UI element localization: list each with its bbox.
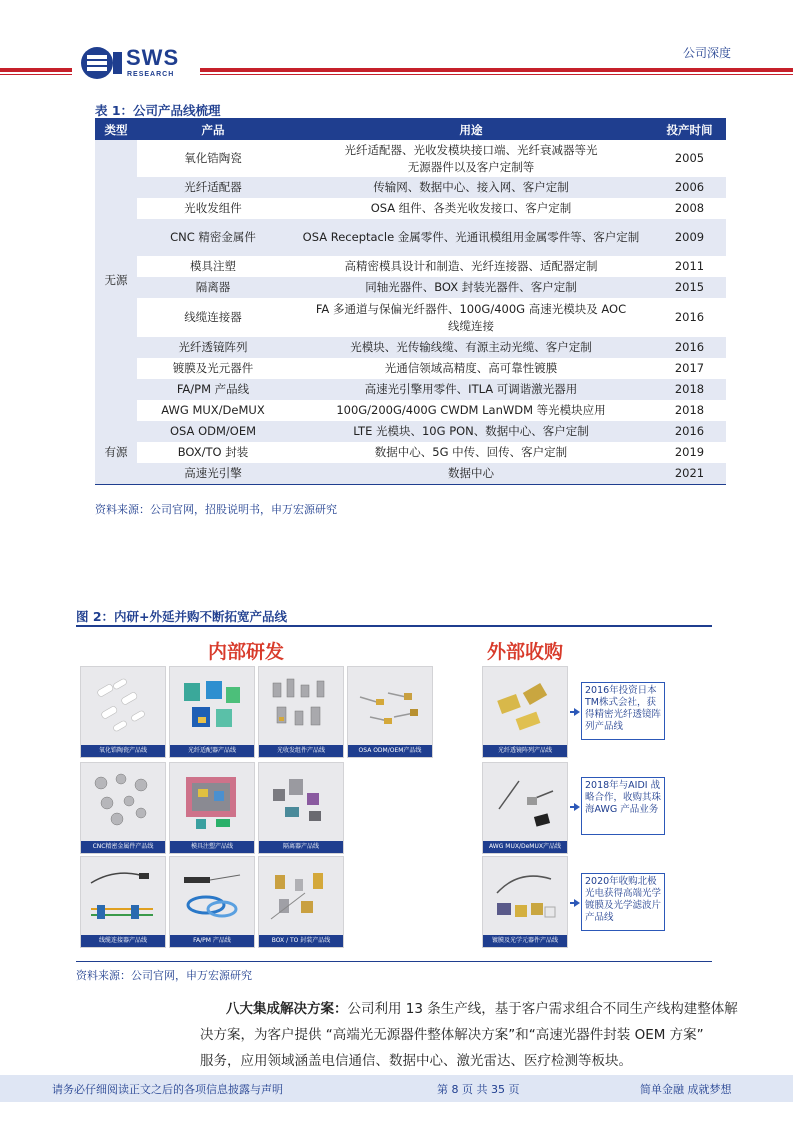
use-cell: OSA Receptacle 金属零件、光通讯模组用金属零件等、客户定制	[289, 219, 653, 256]
product-cell: 高速光引擎	[137, 463, 289, 484]
col-header-product: 产品	[137, 120, 289, 140]
acquisition-note-2018: 2018年与AIDI 战略合作，收购其珠海AWG 产品业务	[581, 777, 665, 835]
tile-caption: 线缆连接器产品线	[81, 935, 165, 947]
use-cell: 高精密模具设计和制造、光纤连接器、适配器定制	[344, 259, 598, 273]
product-tile-cable-connector	[80, 856, 166, 948]
use-cell: 传输网、数据中心、接入网、客户定制	[289, 177, 653, 198]
product-cell: 光纤透镜阵列	[137, 337, 289, 358]
year-cell: 2018	[653, 379, 726, 400]
box-to-package-icon	[265, 863, 337, 929]
use-cell: OSA 组件、各类光收发接口、客户定制	[370, 201, 572, 215]
product-cell: BOX/TO 封装	[177, 445, 249, 459]
zirconia-ferrule-icon	[87, 673, 159, 739]
product-tile-cnc	[80, 762, 166, 854]
table-source: 资料来源：公司官网，招股说明书，申万宏源研究	[95, 503, 337, 516]
arrow-right-icon	[574, 708, 580, 716]
tile-caption: 镀膜及光学元器件产品线	[483, 935, 567, 947]
figure-source: 资料来源：公司官网，申万宏源研究	[76, 969, 252, 982]
tile-caption: FA/PM 产品线	[170, 935, 254, 947]
type-cell: 有源	[95, 421, 137, 484]
table-row	[95, 421, 726, 442]
use-cell: 100G/200G/400G CWDM LanWDM 等光模块应用	[336, 403, 606, 417]
footer-slogan: 简单金融 成就梦想	[640, 1083, 732, 1096]
year-cell: 2017	[674, 361, 705, 375]
cable-connector-icon	[87, 863, 159, 929]
table-row	[95, 358, 726, 379]
use-cell: 数据中心、5G 中传、回传、客户定制	[374, 445, 568, 459]
paragraph-line-3: 服务，应用领域涵盖电信通信、数据中心、激光雷达、医疗检测等板块。	[200, 1053, 632, 1069]
table-header-row	[95, 120, 726, 140]
product-tile-box-to	[258, 856, 344, 948]
external-acquisition-heading: 外部收购	[487, 641, 564, 663]
use-cell: 高速光引擎用零件、ITLA 可调谐激光器用	[289, 379, 653, 400]
table-row	[95, 379, 726, 400]
table-title: 表 1：公司产品线梳理	[95, 103, 221, 118]
product-cell: 镀膜及光元器件	[172, 361, 254, 375]
year-cell: 2006	[653, 177, 726, 198]
use-cell: FA 多通道与保偏光纤器件、100G/400G 高速光模块及 AOC 线缆连接	[315, 301, 627, 333]
lens-array-icon	[489, 673, 561, 739]
table-row	[95, 256, 726, 277]
use-cell: 数据中心	[289, 463, 653, 484]
year-cell: 2018	[674, 403, 705, 417]
transceiver-component-icon	[265, 673, 337, 739]
table-row	[95, 298, 726, 337]
product-tile-lens-array	[482, 666, 568, 758]
product-tile-awg	[482, 762, 568, 854]
year-cell: 2008	[674, 201, 705, 215]
product-line-table	[95, 120, 726, 485]
arrow-right-icon	[574, 899, 580, 907]
type-cell: 无源	[95, 140, 137, 421]
figure-top-rule	[76, 625, 712, 627]
logo-subtext: RESEARCH	[127, 71, 175, 78]
year-cell: 2016	[674, 310, 705, 324]
product-tile-coating	[482, 856, 568, 948]
col-header-type: 类型	[95, 120, 137, 140]
fa-pm-fiber-array-icon	[176, 863, 248, 929]
tile-caption: 光纤透镜阵列产品线	[483, 745, 567, 757]
product-cell: FA/PM 产品线	[137, 379, 289, 400]
product-tile-fiber-adapter	[169, 666, 255, 758]
tile-caption: BOX / TO 封装产品线	[259, 935, 343, 947]
table-row	[95, 337, 726, 358]
injection-mold-icon	[176, 769, 248, 835]
paragraph-line-2: 决方案，为客户提供 “高端光无源器件整体解决方案”和“高速光器件封装 OEM 方案”	[200, 1027, 704, 1043]
page-number: 第 8 页 共 35 页	[437, 1083, 520, 1096]
isolator-icon	[265, 769, 337, 835]
sws-logo-icon	[80, 46, 124, 80]
table-row	[95, 442, 726, 463]
product-cell: 线缆连接器	[184, 310, 242, 324]
coating-optics-icon	[489, 863, 561, 929]
fiber-adapter-icon	[176, 673, 248, 739]
product-tile-osa-odm	[347, 666, 433, 758]
use-cell: 光通信领域高精度、高可靠性镀膜	[384, 361, 558, 375]
table-row	[95, 463, 726, 484]
section-label: 公司深度	[682, 46, 731, 60]
table-row	[95, 400, 726, 421]
logo-text: SWS	[126, 45, 180, 70]
year-cell: 2015	[653, 277, 726, 298]
product-tile-isolator	[258, 762, 344, 854]
use-cell: 光模块、光传输线缆、有源主动光缆、客户定制	[289, 337, 653, 358]
tile-caption: 光收发组件产品线	[259, 745, 343, 757]
tile-caption: 隔离器产品线	[259, 841, 343, 853]
use-cell: LTE 光模块、10G PON、数据中心、客户定制	[289, 421, 653, 442]
figure-bottom-rule	[76, 961, 712, 962]
col-header-use: 用途	[289, 120, 653, 140]
header-rule	[0, 68, 72, 72]
table-row	[95, 219, 726, 256]
product-cell: 隔离器	[137, 277, 289, 298]
use-cell: 光纤适配器、光收发模块接口端、光纤衰减器等光无源器件以及客户定制等	[344, 142, 598, 174]
table-row	[95, 277, 726, 298]
product-cell: 光纤适配器	[137, 177, 289, 198]
acquisition-note-2020: 2020年收购北极光电获得高端光学镀膜及光学滤波片产品线	[581, 873, 665, 931]
tile-caption: AWG MUX/DeMUX产品线	[483, 841, 567, 853]
osa-module-icon	[354, 673, 426, 739]
figure-title: 图 2：内研+外延并购不断拓宽产品线	[76, 609, 288, 624]
header-rule-thin	[0, 74, 72, 75]
product-tile-zirconia	[80, 666, 166, 758]
tile-caption: CNC精密金属件产品线	[81, 841, 165, 853]
year-cell: 2009	[653, 219, 726, 256]
tile-caption: 光纤适配器产品线	[170, 745, 254, 757]
product-cell: 氧化锆陶瓷	[184, 151, 242, 165]
header-rule-thin	[200, 74, 793, 75]
year-cell: 2016	[653, 421, 726, 442]
product-tile-fa-pm	[169, 856, 255, 948]
paragraph-text: 公司利用 13 条生产线，基于客户需求组合不同生产线构建整体解	[347, 1001, 738, 1017]
cnc-metal-part-icon	[87, 769, 159, 835]
footer-disclaimer: 请务必仔细阅读正文之后的各项信息披露与声明	[52, 1083, 283, 1096]
awg-mux-icon	[489, 769, 561, 835]
tile-caption: OSA ODM/OEM产品线	[348, 745, 432, 757]
year-cell: 2011	[674, 259, 705, 273]
product-cell: AWG MUX/DeMUX	[161, 403, 265, 417]
product-tile-injection-mold	[169, 762, 255, 854]
year-cell: 2016	[653, 337, 726, 358]
product-cell: OSA ODM/OEM	[137, 421, 289, 442]
table-row	[95, 177, 726, 198]
col-header-year: 投产时间	[653, 120, 726, 140]
year-cell: 2019	[674, 445, 705, 459]
header-rule	[200, 68, 793, 72]
tile-caption: 模具注塑产品线	[170, 841, 254, 853]
product-cell: 模具注塑	[190, 259, 236, 273]
acquisition-note-2016: 2016年投资日本TM株式会社，获得精密光纤透镜阵列产品线	[581, 682, 665, 740]
paragraph-lead: 八大集成解决方案：	[226, 1001, 348, 1017]
use-cell: 同轴光器件、BOX 封装光器件、客户定制	[289, 277, 653, 298]
year-cell: 2021	[653, 463, 726, 484]
product-cell: CNC 精密金属件	[137, 219, 289, 256]
tile-caption: 氧化锆陶瓷产品线	[81, 745, 165, 757]
paragraph-line-1	[200, 996, 740, 1022]
product-tile-transceiver	[258, 666, 344, 758]
table-row	[95, 140, 726, 177]
year-cell: 2005	[674, 151, 705, 165]
internal-rd-heading: 内部研发	[208, 641, 285, 663]
table-row	[95, 198, 726, 219]
product-cell: 光收发组件	[184, 201, 242, 215]
arrow-right-icon	[574, 803, 580, 811]
